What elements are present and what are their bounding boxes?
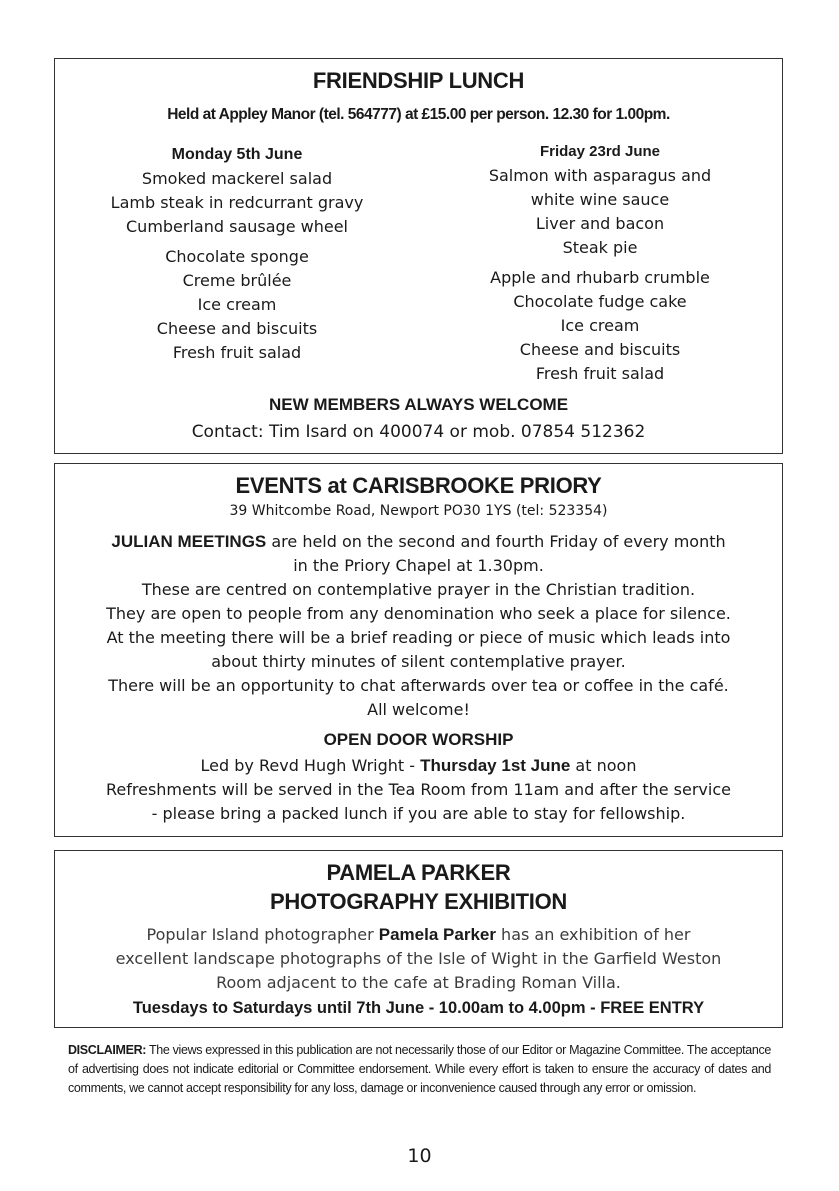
menu-friday-day: Friday 23rd June xyxy=(539,143,661,160)
disclaimer xyxy=(68,1041,771,1098)
exhibition-line-post: has an exhibition of her xyxy=(495,925,691,944)
priory-title: EVENTS at CARISBROOKE PRIORY xyxy=(235,473,602,498)
worship-date: Thursday 1st June xyxy=(420,756,571,775)
menu-item: Lamb steak in redcurrant gravy xyxy=(110,193,364,212)
menu-item: Liver and bacon xyxy=(535,214,665,233)
menu-item: Cumberland sausage wheel xyxy=(126,217,348,236)
julian-meetings-line xyxy=(55,530,782,554)
refreshments-line-2: - please bring a packed lunch if you are able to stay for fellowship. xyxy=(151,804,686,823)
worship-line xyxy=(55,754,782,778)
exhibition-title-type: PHOTOGRAPHY EXHIBITION xyxy=(270,889,567,914)
menu-monday xyxy=(77,143,397,365)
menu-item: Fresh fruit salad xyxy=(535,364,665,383)
menu-item: Cheese and biscuits xyxy=(156,319,318,338)
menu-item: Smoked mackerel salad xyxy=(141,169,333,188)
worship-pre: Led by Revd Hugh Wright - xyxy=(200,756,421,775)
exhibition-dates: Tuesdays to Saturdays until 7th June - 10.00am to 4.00pm - FREE ENTRY xyxy=(132,999,705,1017)
menu-item: Steak pie xyxy=(562,238,638,257)
priory-text-line: All welcome! xyxy=(367,700,470,719)
exhibition-title-name: PAMELA PARKER xyxy=(326,860,511,885)
friendship-title: FRIENDSHIP LUNCH xyxy=(312,68,525,93)
priory-text-line: At the meeting there will be a brief reading or piece of music which leads into xyxy=(106,628,731,647)
menu-item: white wine sauce xyxy=(530,190,670,209)
friendship-lunch-section xyxy=(54,58,783,454)
priory-text-line: about thirty minutes of silent contemplative prayer. xyxy=(211,652,626,671)
exhibition-line: Room adjacent to the cafe at Brading Roman Villa. xyxy=(216,973,621,992)
priory-events-section xyxy=(54,463,783,837)
exhibition-section xyxy=(54,850,783,1028)
priory-address: 39 Whitcombe Road, Newport PO30 1YS (tel: 523354) xyxy=(229,503,608,519)
priory-text-line: There will be an opportunity to chat afterwards over tea or coffee in the café. xyxy=(108,676,729,695)
menu-item: Salmon with asparagus and xyxy=(488,166,712,185)
menu-item: Cheese and biscuits xyxy=(519,340,681,359)
priory-text-line: These are centred on contemplative prayer in the Christian tradition. xyxy=(141,580,696,599)
photographer-name: Pamela Parker xyxy=(378,925,496,944)
julian-meetings-text: are held on the second and fourth Friday of every month xyxy=(266,532,726,551)
refreshments-line: Refreshments will be served in the Tea Room from 11am and after the service xyxy=(106,780,731,799)
exhibition-line: excellent landscape photographs of the Isle of Wight in the Garfield Weston xyxy=(115,949,722,968)
worship-title: OPEN DOOR WORSHIP xyxy=(323,730,514,749)
friendship-subtitle: Held at Appley Manor (tel. 564777) at £15.00 per person. 12.30 for 1.00pm. xyxy=(167,106,670,123)
worship-post: at noon xyxy=(570,756,637,775)
menu-item: Ice cream xyxy=(560,316,640,335)
new-members-heading: NEW MEMBERS ALWAYS WELCOME xyxy=(268,395,569,414)
menu-item: Ice cream xyxy=(197,295,277,314)
julian-meetings-label: JULIAN MEETINGS xyxy=(111,532,267,551)
menu-item: Apple and rhubarb crumble xyxy=(490,268,710,287)
exhibition-line-pre: Popular Island photographer xyxy=(146,925,379,944)
exhibition-line xyxy=(55,923,782,947)
menu-item: Chocolate sponge xyxy=(165,247,309,266)
menu-item: Creme brûlée xyxy=(182,271,292,290)
menu-friday xyxy=(455,140,745,386)
menu-monday-day: Monday 5th June xyxy=(171,146,303,163)
priory-text-line: They are open to people from any denomination who seek a place for silence. xyxy=(106,604,731,623)
disclaimer-label: DISCLAIMER: xyxy=(68,1043,147,1057)
menu-item: Fresh fruit salad xyxy=(172,343,302,362)
priory-text-line: in the Priory Chapel at 1.30pm. xyxy=(293,556,544,575)
menu-item: Chocolate fudge cake xyxy=(513,292,687,311)
page-number: 10 xyxy=(407,1145,432,1167)
contact-line: Contact: Tim Isard on 400074 or mob. 07854 512362 xyxy=(191,422,646,442)
disclaimer-text: The views expressed in this publication are not necessarily those of our Editor or Magazine Committee. The acceptance of advertising does not indicate editorial or Committee endorsement. While every effort is taken to ensure the accuracy of dates and comments, we cannot accept responsibility for any loss, damage or inconvenience caused through any error or omission. xyxy=(68,1043,771,1095)
